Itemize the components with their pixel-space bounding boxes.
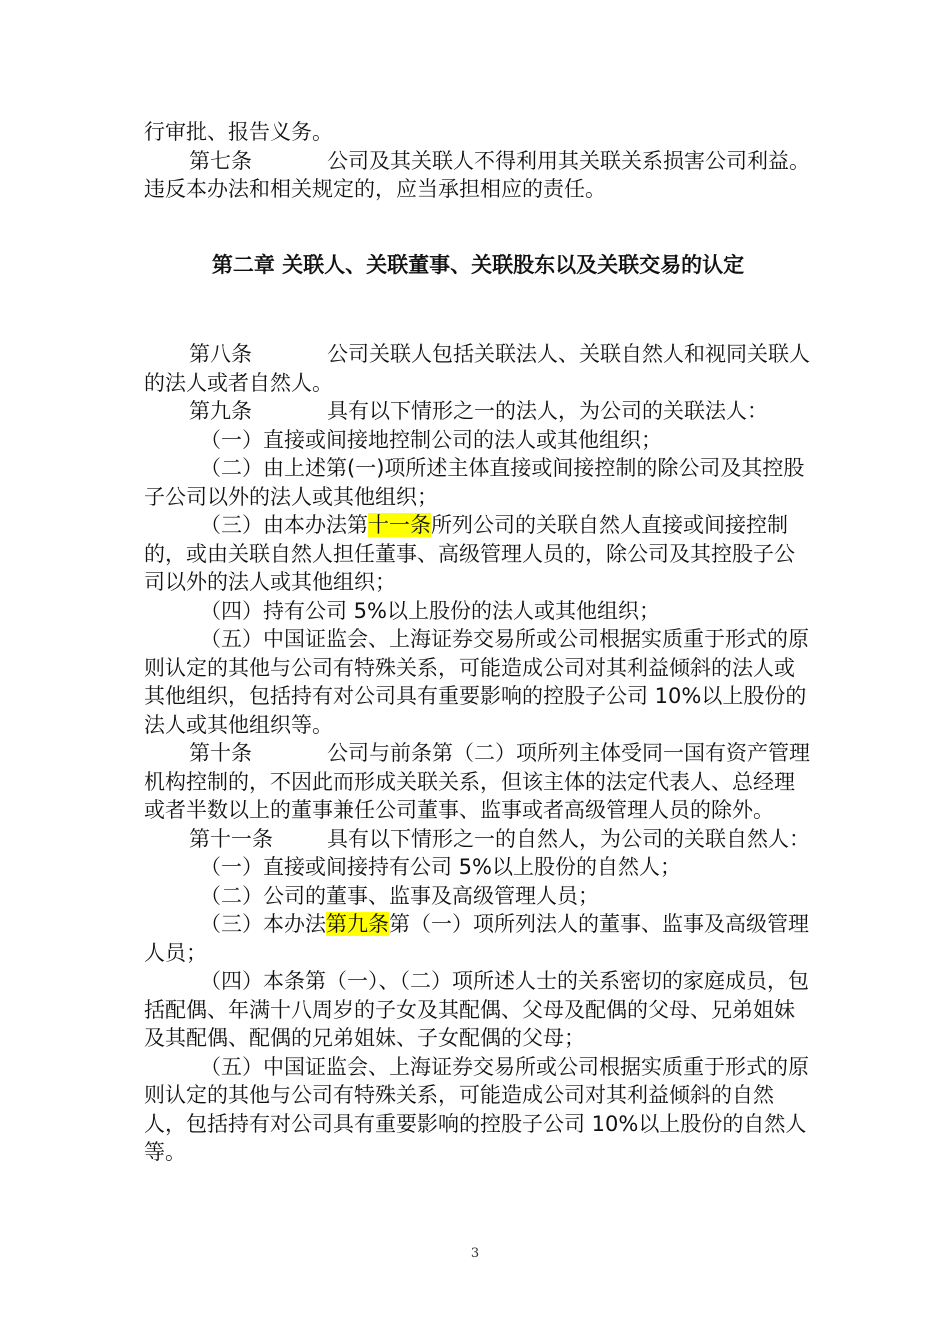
article-11-item-2: （二）公司的董事、监事及高级管理人员；: [200, 883, 599, 908]
article-9-item-4: （四）持有公司 5%以上股份的法人或其他组织；: [200, 598, 660, 623]
article-8-label: 第八条: [189, 342, 252, 366]
article-9-item-3-pre: （三）由本办法第: [200, 513, 368, 537]
article-11-item-3: [144, 910, 812, 967]
article-11-item-1: （一）直接或间接持有公司 5%以上股份的自然人；: [200, 855, 681, 879]
highlighted-reference-article-11: 十一条: [368, 513, 431, 537]
article-9-item-2: （二）由上述第(一)项所述主体直接或间接控制的除公司及其控股子公司以外的法人或其他组织；: [144, 456, 805, 509]
article-10-text: 公司与前条第（二）项所列主体受同一国有资产管理机构控制的，不因此而形成关联关系，但该主体的法定代表人、总经理或者半数以上的董事兼任公司董事、监事或者高级管理人员的除外。: [144, 741, 810, 822]
article-11: [144, 825, 812, 854]
top-section: [144, 118, 812, 204]
article-11-item-3-pre: （三）本办法: [200, 912, 326, 936]
article-10-label: 第十条: [189, 741, 252, 765]
chapter-title: 第二章 关联人、关联董事、关联股东以及关联交易的认定: [211, 253, 745, 277]
article-9-text: 具有以下情形之一的法人，为公司的关联法人：: [327, 399, 768, 423]
paragraph-continuation: 行审批、报告义务。: [144, 120, 333, 144]
article-11-item-5: （五）中国证监会、上海证券交易所或公司根据实质重于形式的原则认定的其他与公司有特殊关系，可能造成公司对其利益倾斜的自然人，包括持有对公司具有重要影响的控股子公司 10%以上股份的自然人等。: [144, 1054, 809, 1164]
article-11-label: 第十一条: [189, 826, 273, 851]
article-7-label: 第七条: [189, 148, 252, 173]
article-9-item-5: （五）中国证监会、上海证券交易所或公司根据实质重于形式的原则认定的其他与公司有特殊关系，可能造成公司对其利益倾斜的法人或其他组织，包括持有对公司具有重要影响的控股子公司 10%以上股份的法人或其他组织等。: [144, 627, 809, 737]
page-number: 3: [470, 1246, 480, 1261]
article-8-text: 公司关联人包括关联法人、关联自然人和视同关联人的法人或者自然人。: [144, 342, 810, 395]
article-7-text: 公司及其关联人不得利用其关联关系损害公司利益。违反本办法和相关规定的，应当承担相应的责任。: [144, 148, 810, 201]
article-9-item-3: [144, 511, 812, 597]
article-11-text: 具有以下情形之一的自然人，为公司的关联自然人：: [327, 826, 810, 851]
article-11-item-3-post: 第（一）项所列法人的董事、监事及高级管理人员；: [144, 912, 809, 965]
highlighted-reference-article-9: 第九条: [326, 912, 389, 936]
article-7: [144, 147, 812, 204]
article-10: [144, 739, 812, 825]
article-8: [144, 340, 812, 397]
article-9-label: 第九条: [189, 399, 252, 423]
body-section: [144, 340, 812, 1167]
article-11-item-4: （四）本条第（一）、（二）项所述人士的关系密切的家庭成员，包括配偶、年满十八周岁的子女及其配偶、父母及配偶的父母、兄弟姐妹及其配偶、配偶的兄弟姐妹、子女配偶的父母；: [144, 969, 809, 1050]
article-9-item-1: （一）直接或间接地控制公司的法人或其他组织；: [200, 427, 662, 452]
article-9: [144, 397, 812, 426]
article-9-item-3-post: 所列公司的关联自然人直接或间接控制的，或由关联自然人担任董事、高级管理人员的，除公司及其控股子公司以外的法人或其他组织；: [144, 513, 795, 594]
